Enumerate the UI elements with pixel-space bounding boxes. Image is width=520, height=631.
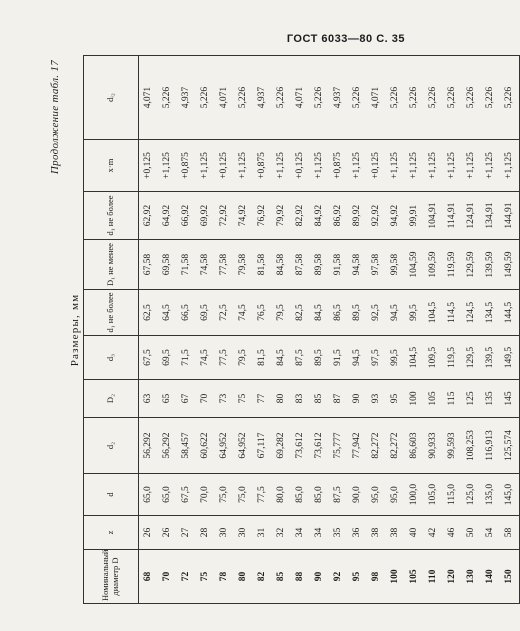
table-cell: 99,5 — [386, 336, 405, 380]
table-cell: 139,5 — [481, 336, 500, 380]
table-row — [310, 56, 329, 604]
table-row — [215, 56, 234, 604]
table-cell: 94,92 — [386, 192, 405, 240]
table-cell: 81,5 — [253, 336, 272, 380]
table-cell: 115 — [443, 380, 462, 418]
table-row — [329, 56, 348, 604]
table-cell: 62,92 — [139, 192, 159, 240]
table-cell: 34 — [310, 516, 329, 550]
table-cell: 75,0 — [234, 474, 253, 516]
dimensions-table — [83, 55, 520, 604]
table-cell: 4,937 — [177, 56, 196, 140]
header-cell: d₁ не более — [84, 290, 139, 336]
table-cell: 75 — [234, 380, 253, 418]
table-cell: 99,593 — [443, 418, 462, 474]
table-cell: 46 — [443, 516, 462, 550]
table-cell: 79,58 — [234, 240, 253, 290]
table-cell: 42 — [424, 516, 443, 550]
table-cell: 109,59 — [424, 240, 443, 290]
table-cell: 60,622 — [196, 418, 215, 474]
table-cell: 76,92 — [253, 192, 272, 240]
table-cell: 104,59 — [405, 240, 424, 290]
table-cell: 54 — [481, 516, 500, 550]
table-cell: +1,125 — [462, 140, 481, 192]
table-cell: 89,58 — [310, 240, 329, 290]
table-cell: 4,937 — [253, 56, 272, 140]
table-cell: 84,5 — [272, 336, 291, 380]
table-cell: 72,92 — [215, 192, 234, 240]
table-cell: 58,457 — [177, 418, 196, 474]
table-cell: 77 — [253, 380, 272, 418]
table-cell: 120 — [443, 550, 462, 604]
table-cell: 97,58 — [367, 240, 386, 290]
header-cell: D₂ — [84, 380, 139, 418]
table-cell: +1,125 — [443, 140, 462, 192]
table-cell: 5,226 — [196, 56, 215, 140]
table-cell: 4,071 — [367, 56, 386, 140]
table-cell: 4,071 — [291, 56, 310, 140]
table-cell: 129,5 — [462, 336, 481, 380]
table-cell: 95,0 — [367, 474, 386, 516]
table-cell: 5,226 — [500, 56, 520, 140]
table-row — [253, 56, 272, 604]
table-cell: 100 — [386, 550, 405, 604]
table-cell: 82,5 — [291, 290, 310, 336]
table-cell: 105 — [424, 380, 443, 418]
table-cell: 105 — [405, 550, 424, 604]
table-cell: 27 — [177, 516, 196, 550]
table-cell: 95,0 — [386, 474, 405, 516]
table-cell: +1,125 — [405, 140, 424, 192]
table-cell: 90 — [310, 550, 329, 604]
table-cell: 35 — [329, 516, 348, 550]
table-cell: 104,5 — [424, 290, 443, 336]
table-cell: 75,0 — [215, 474, 234, 516]
table-cell: 84,58 — [272, 240, 291, 290]
table-cell: +1,125 — [310, 140, 329, 192]
table-cell: +1,125 — [272, 140, 291, 192]
table-row — [348, 56, 367, 604]
table-cell: 68 — [139, 550, 159, 604]
table-cell: 71,5 — [177, 336, 196, 380]
header-cell: d — [84, 474, 139, 516]
table-cell: 115,0 — [443, 474, 462, 516]
table-cell: 36 — [348, 516, 367, 550]
table-cell: 69,282 — [272, 418, 291, 474]
table-cell: 144,5 — [500, 290, 520, 336]
table-cell: 80 — [272, 380, 291, 418]
header-cell: dᵢ₂ — [84, 56, 139, 140]
table-cell: 67 — [177, 380, 196, 418]
table-cell: 144,91 — [500, 192, 520, 240]
table-block — [49, 56, 514, 604]
table-cell: 70,0 — [196, 474, 215, 516]
table-cell: 92,5 — [367, 290, 386, 336]
header-cell: d₃ — [84, 336, 139, 380]
table-cell: 72 — [177, 550, 196, 604]
table-cell: 58 — [500, 516, 520, 550]
table-cell: 5,226 — [443, 56, 462, 140]
table-cell: 70 — [196, 380, 215, 418]
table-cell: 135,0 — [481, 474, 500, 516]
table-cell: 114,91 — [443, 192, 462, 240]
table-cell: 71,58 — [177, 240, 196, 290]
table-cell: 73,612 — [291, 418, 310, 474]
table-cell: 124,5 — [462, 290, 481, 336]
table-cell: 89,5 — [310, 336, 329, 380]
table-cell: +0,875 — [177, 140, 196, 192]
table-cell: 87,5 — [291, 336, 310, 380]
table-cell: 86,603 — [405, 418, 424, 474]
table-cell: +1,125 — [234, 140, 253, 192]
table-cell: 5,226 — [405, 56, 424, 140]
table-cell: 86,5 — [329, 290, 348, 336]
table-cell: 88 — [291, 550, 310, 604]
table-cell: +1,125 — [386, 140, 405, 192]
table-cell: 74,92 — [234, 192, 253, 240]
table-row — [443, 56, 462, 604]
table-cell: +1,125 — [348, 140, 367, 192]
table-row — [481, 56, 500, 604]
table-cell: 145 — [500, 380, 520, 418]
table-cell: 74,5 — [234, 290, 253, 336]
table-cell: 77,5 — [215, 336, 234, 380]
table-cell: 69,5 — [196, 290, 215, 336]
table-cell: 26 — [158, 516, 177, 550]
table-cell: 5,226 — [462, 56, 481, 140]
table-row — [462, 56, 481, 604]
table-cell: 67,5 — [139, 336, 159, 380]
table-cell: 73 — [215, 380, 234, 418]
table-cell: 5,226 — [424, 56, 443, 140]
table-cell: 125,0 — [462, 474, 481, 516]
table-cell: 83 — [291, 380, 310, 418]
table-cell: 30 — [215, 516, 234, 550]
header-cell: d₁ не более — [84, 192, 139, 240]
table-cell: +1,125 — [158, 140, 177, 192]
header-cell: x·m — [84, 140, 139, 192]
table-cell: +1,125 — [500, 140, 520, 192]
table-cell: 85,0 — [291, 474, 310, 516]
table-cell: 63 — [139, 380, 159, 418]
table-cell: 89,5 — [348, 290, 367, 336]
table-cell: 75,777 — [329, 418, 348, 474]
table-cell: 93 — [367, 380, 386, 418]
table-cell: 129,59 — [462, 240, 481, 290]
table-cell: 91,58 — [329, 240, 348, 290]
table-cell: 90,0 — [348, 474, 367, 516]
table-cell: 74,5 — [196, 336, 215, 380]
table-row — [367, 56, 386, 604]
table-row — [386, 56, 405, 604]
table-cell: 125 — [462, 380, 481, 418]
table-cell: 78 — [215, 550, 234, 604]
table-cell: 135 — [481, 380, 500, 418]
table-cell: 87,58 — [291, 240, 310, 290]
table-cell: 140 — [481, 550, 500, 604]
table-cell: 84,5 — [310, 290, 329, 336]
table-cell: 77,58 — [215, 240, 234, 290]
table-cell: 84,92 — [310, 192, 329, 240]
table-cell: 79,5 — [272, 290, 291, 336]
table-cell: 5,226 — [386, 56, 405, 140]
table-cell: 119,5 — [443, 336, 462, 380]
table-cell: 5,226 — [481, 56, 500, 140]
table-cell: 70 — [158, 550, 177, 604]
table-cell: 124,91 — [462, 192, 481, 240]
table-row — [234, 56, 253, 604]
table-cell: 99,5 — [405, 290, 424, 336]
table-cell: 94,58 — [348, 240, 367, 290]
table-cell: 99,91 — [405, 192, 424, 240]
table-cell: 86,92 — [329, 192, 348, 240]
table-cell: 77,5 — [253, 474, 272, 516]
table-cell: 79,92 — [272, 192, 291, 240]
table-cell: +0,875 — [329, 140, 348, 192]
table-cell: +1,125 — [196, 140, 215, 192]
table-row — [424, 56, 443, 604]
table-cell: 100 — [405, 380, 424, 418]
table-cell: 82,92 — [291, 192, 310, 240]
table-cell: +0,125 — [139, 140, 159, 192]
table-cell: 80 — [234, 550, 253, 604]
table-cell: +1,125 — [481, 140, 500, 192]
table-cell: 145,0 — [500, 474, 520, 516]
table-cell: 104,91 — [424, 192, 443, 240]
table-cell: 4,937 — [329, 56, 348, 140]
table-cell: 77,942 — [348, 418, 367, 474]
table-cell: 34 — [291, 516, 310, 550]
table-cell: 114,5 — [443, 290, 462, 336]
table-body — [139, 56, 520, 604]
table-cell: 5,226 — [158, 56, 177, 140]
table-cell: 32 — [272, 516, 291, 550]
table-cell: 82,272 — [386, 418, 405, 474]
table-cell: 65,0 — [158, 474, 177, 516]
table-cell: 69,58 — [158, 240, 177, 290]
table-cell: 5,226 — [348, 56, 367, 140]
table-cell: 38 — [386, 516, 405, 550]
table-cell: 119,59 — [443, 240, 462, 290]
table-cell: 94,5 — [386, 290, 405, 336]
table-cell: 150 — [500, 550, 520, 604]
table-cell: 31 — [253, 516, 272, 550]
page-header: ГОСТ 6033—80 С. 35 — [286, 33, 405, 45]
table-cell: +0,125 — [367, 140, 386, 192]
table-cell: 38 — [367, 516, 386, 550]
table-cell: 149,5 — [500, 336, 520, 380]
table-cell: 110 — [424, 550, 443, 604]
table-cell: 4,071 — [215, 56, 234, 140]
table-cell: 66,5 — [177, 290, 196, 336]
table-cell: +0,875 — [253, 140, 272, 192]
table-cell: 98 — [367, 550, 386, 604]
table-cell: 109,5 — [424, 336, 443, 380]
table-header-row — [84, 56, 139, 604]
table-cell: 95 — [348, 550, 367, 604]
table-cell: 139,59 — [481, 240, 500, 290]
table-cell: 73,612 — [310, 418, 329, 474]
table-cell: +1,125 — [424, 140, 443, 192]
table-cell: 95 — [386, 380, 405, 418]
table-cell: 105,0 — [424, 474, 443, 516]
table-row — [196, 56, 215, 604]
table-cell: 56,292 — [139, 418, 159, 474]
table-cell: 91,5 — [329, 336, 348, 380]
table-cell: 4,071 — [139, 56, 159, 140]
table-cell: 62,5 — [139, 290, 159, 336]
table-cell: 65,0 — [139, 474, 159, 516]
table-row — [177, 56, 196, 604]
table-title: Размеры, мм — [69, 293, 81, 367]
table-cell: 5,226 — [310, 56, 329, 140]
table-cell: 130 — [462, 550, 481, 604]
table-cell: 125,574 — [500, 418, 520, 474]
table-cell: 82,272 — [367, 418, 386, 474]
header-cell: Номинальный диаметр D — [84, 550, 139, 604]
table-row — [158, 56, 177, 604]
table-cell: 5,226 — [272, 56, 291, 140]
table-cell: 50 — [462, 516, 481, 550]
table-cell: 64,5 — [158, 290, 177, 336]
table-cell: 76,5 — [253, 290, 272, 336]
table-cell: 69,92 — [196, 192, 215, 240]
table-cell: 85 — [310, 380, 329, 418]
header-cell: D₁ не менее — [84, 240, 139, 290]
table-cell: 85 — [272, 550, 291, 604]
table-cell: 26 — [139, 516, 159, 550]
table-cell: 64,952 — [234, 418, 253, 474]
table-cell: 28 — [196, 516, 215, 550]
table-cell: 40 — [405, 516, 424, 550]
table-cell: 90 — [348, 380, 367, 418]
table-cell: 65 — [158, 380, 177, 418]
table-cell: 64,952 — [215, 418, 234, 474]
table-cell: 90,933 — [424, 418, 443, 474]
table-cell: 64,92 — [158, 192, 177, 240]
table-continuation-caption: Продолжение табл. 17 — [49, 60, 61, 175]
table-cell: 99,58 — [386, 240, 405, 290]
table-row — [500, 56, 520, 604]
table-cell: 149,59 — [500, 240, 520, 290]
table-cell: 108,253 — [462, 418, 481, 474]
table-cell: 69,5 — [158, 336, 177, 380]
table-cell: 67,117 — [253, 418, 272, 474]
table-cell: 89,92 — [348, 192, 367, 240]
table-cell: 30 — [234, 516, 253, 550]
table-cell: 66,92 — [177, 192, 196, 240]
table-cell: 85,0 — [310, 474, 329, 516]
table-cell: 134,5 — [481, 290, 500, 336]
header-cell: d₂ — [84, 418, 139, 474]
table-cell: 87,5 — [329, 474, 348, 516]
table-cell: 81,58 — [253, 240, 272, 290]
table-cell: 94,5 — [348, 336, 367, 380]
table-cell: +0,125 — [291, 140, 310, 192]
table-cell: 116,913 — [481, 418, 500, 474]
table-cell: 104,5 — [405, 336, 424, 380]
table-row — [405, 56, 424, 604]
table-cell: 67,5 — [177, 474, 196, 516]
table-cell: 82 — [253, 550, 272, 604]
table-row — [291, 56, 310, 604]
table-cell: 74,58 — [196, 240, 215, 290]
header-cell: z — [84, 516, 139, 550]
table-cell: 80,0 — [272, 474, 291, 516]
table-cell: 87 — [329, 380, 348, 418]
table-row — [272, 56, 291, 604]
table-cell: 97,5 — [367, 336, 386, 380]
table-cell: +0,125 — [215, 140, 234, 192]
table-cell: 92 — [329, 550, 348, 604]
table-cell: 92,92 — [367, 192, 386, 240]
table-cell: 134,91 — [481, 192, 500, 240]
table-cell: 72,5 — [215, 290, 234, 336]
table-cell: 5,226 — [234, 56, 253, 140]
table-cell: 100,0 — [405, 474, 424, 516]
table-cell: 56,292 — [158, 418, 177, 474]
table-cell: 79,5 — [234, 336, 253, 380]
table-row — [139, 56, 159, 604]
table-cell: 67,58 — [139, 240, 159, 290]
table-cell: 75 — [196, 550, 215, 604]
